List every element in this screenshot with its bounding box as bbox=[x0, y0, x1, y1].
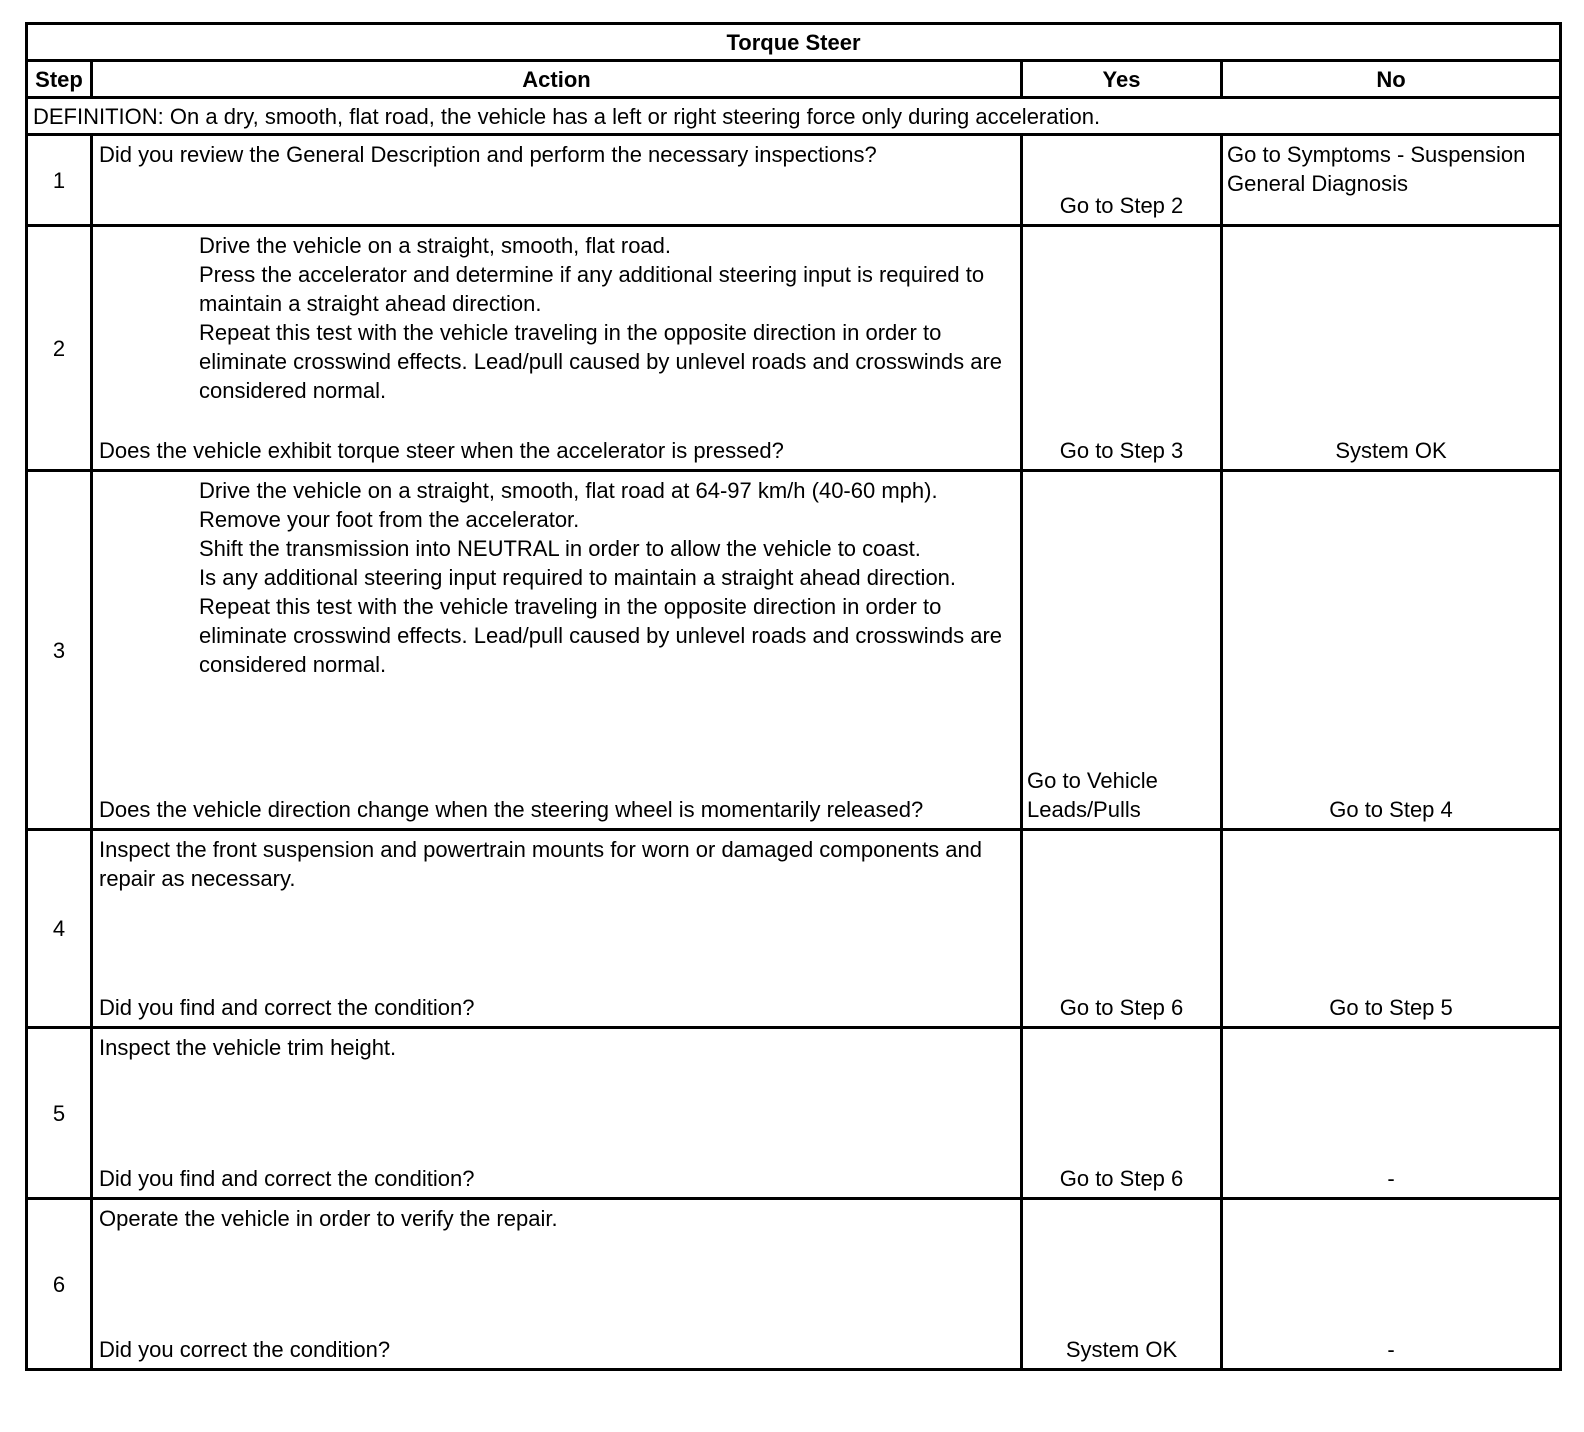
no-cell: Go to Step 4 bbox=[1222, 471, 1561, 830]
instruction-item: Drive the vehicle on a straight, smooth, flat road at 64-97 km/h (40-60 mph). bbox=[199, 478, 938, 503]
action-lead-text: Inspect the vehicle trim height. bbox=[99, 1035, 397, 1060]
instruction-item: Shift the transmission into NEUTRAL in order to allow the vehicle to coast. bbox=[199, 536, 921, 561]
table-title: Torque Steer bbox=[27, 24, 1561, 61]
action-lead-text: Operate the vehicle in order to verify the repair. bbox=[99, 1206, 558, 1231]
step-number: 1 bbox=[27, 135, 92, 226]
instruction-item: Press the accelerator and determine if any additional steering input is required to maintain a straight ahead direction. bbox=[199, 262, 985, 316]
header-action: Action bbox=[92, 61, 1022, 98]
step-number: 5 bbox=[27, 1028, 92, 1199]
header-step: Step bbox=[27, 61, 92, 98]
question-text: Did you correct the condition? bbox=[99, 1337, 391, 1362]
no-cell: Go to Symptoms - Suspension General Diagnosis bbox=[1222, 135, 1561, 226]
question-text: Did you find and correct the condition? bbox=[99, 1166, 475, 1191]
table-row-step-4 bbox=[27, 830, 1561, 1028]
step-number: 4 bbox=[27, 830, 92, 1028]
header-no: No bbox=[1222, 61, 1561, 98]
table-row-step-5 bbox=[27, 1028, 1561, 1199]
instruction-item: Remove your foot from the accelerator. bbox=[199, 507, 580, 532]
column-header-row bbox=[27, 61, 1561, 98]
instruction-list bbox=[99, 231, 1012, 405]
torque-steer-diagnostic-table bbox=[25, 22, 1562, 1371]
table-title-row bbox=[27, 24, 1561, 61]
yes-cell: Go to Step 6 bbox=[1022, 830, 1222, 1028]
definition-row bbox=[27, 98, 1561, 135]
instruction-item: Drive the vehicle on a straight, smooth, flat road. bbox=[199, 233, 672, 258]
question-text: Does the vehicle direction change when the steering wheel is momentarily released? bbox=[99, 797, 924, 822]
no-cell: - bbox=[1222, 1028, 1561, 1199]
yes-cell: System OK bbox=[1022, 1199, 1222, 1370]
no-cell: System OK bbox=[1222, 226, 1561, 471]
yes-cell: Go to Step 6 bbox=[1022, 1028, 1222, 1199]
instruction-item: Repeat this test with the vehicle traveling in the opposite direction in order to eliminate crosswind effects. Lead/pull caused by unlevel roads and crosswinds are considered normal. bbox=[199, 594, 1003, 677]
action-cell bbox=[92, 1028, 1022, 1199]
question-text: Does the vehicle exhibit torque steer when the accelerator is pressed? bbox=[99, 438, 784, 463]
table-row-step-1 bbox=[27, 135, 1561, 226]
action-cell bbox=[92, 471, 1022, 830]
yes-cell: Go to Step 3 bbox=[1022, 226, 1222, 471]
action-cell bbox=[92, 135, 1022, 226]
definition-text: DEFINITION: On a dry, smooth, flat road, the vehicle has a left or right steering force only during acceleration. bbox=[27, 98, 1561, 135]
table-row-step-2 bbox=[27, 226, 1561, 471]
question-text: Did you find and correct the condition? bbox=[99, 995, 475, 1020]
step-number: 2 bbox=[27, 226, 92, 471]
no-cell: - bbox=[1222, 1199, 1561, 1370]
action-cell bbox=[92, 226, 1022, 471]
instruction-item: Repeat this test with the vehicle traveling in the opposite direction in order to eliminate crosswind effects. Lead/pull caused by unlevel roads and crosswinds are considered normal. bbox=[199, 320, 1003, 403]
instruction-item: Is any additional steering input required to maintain a straight ahead direction. bbox=[199, 565, 957, 590]
instruction-list bbox=[99, 476, 1012, 679]
header-yes: Yes bbox=[1022, 61, 1222, 98]
yes-cell: Go to Step 2 bbox=[1022, 135, 1222, 226]
table-row-step-6 bbox=[27, 1199, 1561, 1370]
step-number: 6 bbox=[27, 1199, 92, 1370]
no-cell: Go to Step 5 bbox=[1222, 830, 1561, 1028]
step-number: 3 bbox=[27, 471, 92, 830]
yes-cell: Go to Vehicle Leads/Pulls bbox=[1022, 471, 1222, 830]
question-text: Did you review the General Description and perform the necessary inspections? bbox=[99, 142, 877, 167]
action-cell bbox=[92, 830, 1022, 1028]
action-lead-text: Inspect the front suspension and powertrain mounts for worn or damaged components and repair as necessary. bbox=[99, 837, 982, 891]
action-cell bbox=[92, 1199, 1022, 1370]
table-row-step-3 bbox=[27, 471, 1561, 830]
